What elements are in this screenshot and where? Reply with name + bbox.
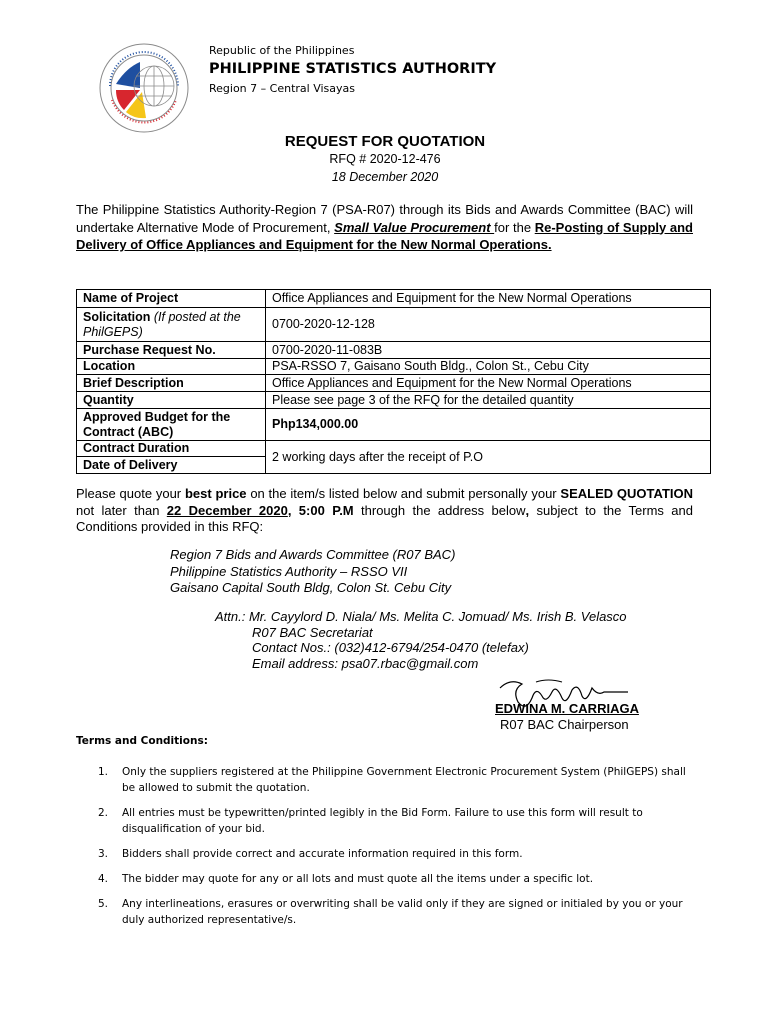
solicitation-label bbox=[77, 308, 266, 342]
table-row bbox=[77, 290, 711, 308]
solicitation-note: (If posted at the PhilGEPS) bbox=[83, 309, 241, 339]
attention-block bbox=[215, 609, 627, 671]
abc-label: Approved Budget for the Contract (ABC) bbox=[77, 409, 266, 441]
project-info-table bbox=[76, 289, 711, 474]
table-row bbox=[77, 308, 711, 342]
table-row bbox=[77, 375, 711, 392]
duration-value: 2 working days after the receipt of P.O bbox=[266, 441, 711, 474]
procurement-mode: Small Value Procurement bbox=[334, 219, 495, 235]
location-value: PSA-RSSO 7, Gaisano South Bldg., Colon St., Cebu City bbox=[266, 359, 711, 375]
quote-text: subject to the Terms and Conditions provided in this RFQ: bbox=[76, 502, 693, 534]
quote-text: through the address below bbox=[353, 502, 526, 518]
header-region: Region 7 – Central Visayas bbox=[209, 82, 355, 95]
duration-label: Contract Duration bbox=[77, 441, 266, 457]
term-text: Any interlineations, erasures or overwriting shall be valid only if they are signed or initialed by you or your duly authorized representative/s. bbox=[122, 898, 683, 926]
qty-label: Quantity bbox=[77, 392, 266, 409]
bac-address bbox=[170, 547, 455, 597]
abc-value: Php134,000.00 bbox=[266, 409, 711, 441]
table-row bbox=[77, 392, 711, 409]
term-number: 3. bbox=[98, 848, 109, 860]
attn-line: R07 BAC Secretariat bbox=[252, 624, 373, 640]
location-label: Location bbox=[77, 359, 266, 375]
quote-deadline-date: 22 December 2020 bbox=[166, 502, 288, 518]
delivery-label: Date of Delivery bbox=[77, 457, 266, 474]
header-republic: Republic of the Philippines bbox=[209, 44, 355, 57]
rfq-number: RFQ # 2020-12-476 bbox=[329, 152, 441, 166]
desc-value: Office Appliances and Equipment for the New Normal Operations bbox=[266, 375, 711, 392]
rfq-date: 18 December 2020 bbox=[331, 170, 439, 184]
address-line: Philippine Statistics Authority – RSSO VII bbox=[170, 563, 408, 579]
name-value: Office Appliances and Equipment for the New Normal Operations bbox=[266, 290, 711, 308]
intro-paragraph bbox=[76, 201, 693, 254]
quote-text: not later than bbox=[76, 502, 167, 518]
qty-value: Please see page 3 of the RFQ for the detailed quantity bbox=[266, 392, 711, 409]
quote-text: on the item/s listed below and submit personally your bbox=[246, 486, 561, 501]
term-text: Bidders shall provide correct and accurate information required in this form. bbox=[122, 848, 523, 860]
table-row bbox=[77, 409, 711, 441]
quote-text: Please quote your bbox=[76, 486, 185, 501]
solicitation-label-text: Solicitation bbox=[83, 309, 151, 324]
table-row bbox=[77, 441, 711, 457]
term-number: 1. bbox=[98, 766, 109, 778]
term-text: Only the suppliers registered at the Philippine Government Electronic Procurement System (PhilGEPS) shall be allowed to submit the quotation. bbox=[122, 766, 686, 794]
quote-bold: , bbox=[525, 502, 530, 518]
attn-email: Email address: psa07.rbac@gmail.com bbox=[252, 655, 479, 671]
psa-seal-logo bbox=[96, 40, 192, 136]
signatory-name: EDWINA M. CARRIAGA bbox=[495, 701, 639, 716]
address-line: Region 7 Bids and Awards Committee (R07 BAC) bbox=[170, 547, 456, 562]
table-row bbox=[77, 342, 711, 359]
address-line: Gaisano Capital South Bldg, Colon St. Cebu City bbox=[170, 580, 452, 595]
term-number: 2. bbox=[98, 807, 109, 819]
solicitation-value: 0700-2020-12-128 bbox=[266, 308, 711, 342]
intro-text: The Philippine Statistics Authority-Region 7 (PSA-R07) through its Bids and Awards Committee (BAC) will undertake Alternative Mode of Procurement, bbox=[76, 202, 693, 235]
list-item bbox=[76, 896, 693, 928]
intro-text-2: for the bbox=[494, 219, 535, 235]
name-label: Name of Project bbox=[77, 290, 266, 308]
signatory-position: R07 BAC Chairperson bbox=[500, 717, 629, 732]
project-title: Re-Posting of Supply and Delivery of Office Appliances and Equipment for the New Normal Operations. bbox=[76, 219, 693, 252]
term-text: The bidder may quote for any or all lots and must quote all the items under a specific lot. bbox=[122, 873, 594, 885]
pr-label: Purchase Request No. bbox=[77, 342, 266, 359]
list-item bbox=[76, 846, 693, 862]
header-agency: PHILIPPINE STATISTICS AUTHORITY bbox=[209, 61, 497, 77]
quote-deadline-time: , 5:00 P.M bbox=[287, 502, 354, 518]
pr-value: 0700-2020-11-083B bbox=[266, 342, 711, 359]
attn-contact: Contact Nos.: (032)412-6794/254-0470 (telefax) bbox=[252, 640, 529, 655]
list-item bbox=[76, 805, 693, 837]
term-number: 4. bbox=[98, 873, 109, 885]
quote-paragraph bbox=[76, 486, 693, 536]
term-text: All entries must be typewritten/printed legibly in the Bid Form. Failure to use this form will result to disqualification of your bid. bbox=[122, 807, 643, 835]
list-item bbox=[76, 871, 693, 887]
term-number: 5. bbox=[98, 898, 109, 910]
terms-list bbox=[76, 764, 693, 937]
desc-label: Brief Description bbox=[77, 375, 266, 392]
quote-bold: best price bbox=[184, 486, 247, 501]
attn-line: Attn.: Mr. Cayylord D. Niala/ Ms. Melita C. Jomuad/ Ms. Irish B. Velasco bbox=[215, 609, 627, 624]
terms-heading: Terms and Conditions: bbox=[76, 735, 208, 747]
quote-bold: SEALED QUOTATION bbox=[560, 486, 694, 501]
document-title: REQUEST FOR QUOTATION bbox=[284, 133, 486, 150]
table-row bbox=[77, 359, 711, 375]
list-item bbox=[76, 764, 693, 796]
